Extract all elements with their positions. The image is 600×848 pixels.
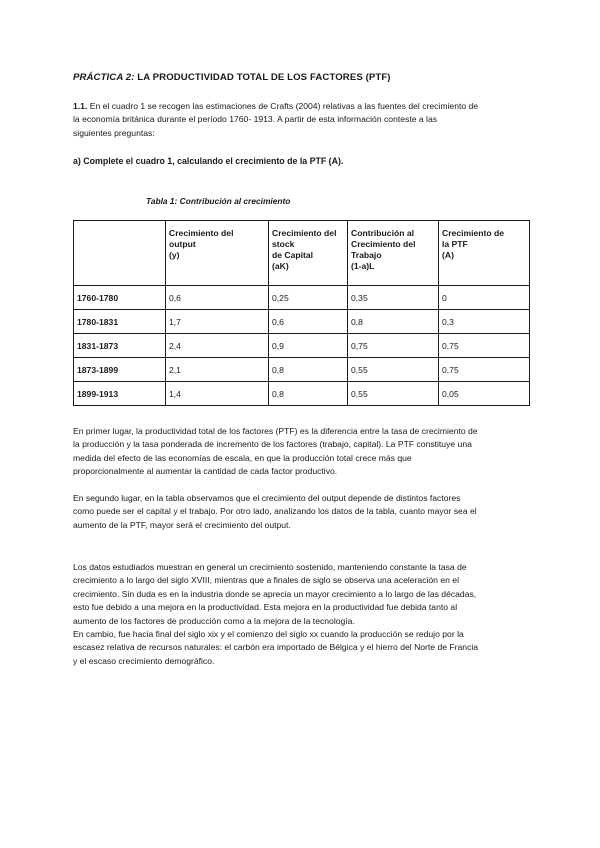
header-line: Crecimiento del	[272, 228, 337, 238]
header-line: Crecimiento del	[169, 228, 234, 238]
table-header-row	[74, 221, 530, 286]
table-cell: 0,75	[348, 334, 439, 358]
growth-contribution-table	[73, 220, 530, 406]
header-line: (A)	[442, 250, 454, 260]
table-cell: 0,35	[348, 286, 439, 310]
table-header-cell	[166, 221, 269, 286]
title-practice-label: PRÁCTICA 2:	[73, 72, 135, 83]
question-1-line: 1.1. En el cuadro 1 se recogen las estimaciones de Crafts (2004) relativas a las fuentes del crecimiento de	[73, 101, 479, 111]
header-line: (1-a)L	[351, 261, 375, 271]
table-header-cell	[74, 221, 166, 286]
table-cell: 0,8	[269, 358, 348, 382]
header-line: (y)	[169, 250, 180, 260]
table-cell: 0,05	[439, 382, 530, 406]
table-row	[74, 286, 530, 310]
table-cell: 2,4	[166, 334, 269, 358]
answer-paragraph-4: En cambio, fue hacia final del siglo xix y el comienzo del siglo xx cuando la producción se redujo por la escasez relativa de recursos naturales: el carbón era importado de Bélgica y el hierro del Norte de Francia y el escaso crecimiento demográfico.	[73, 629, 479, 666]
table-cell: 0,8	[348, 310, 439, 334]
period-cell: 1873-1899	[74, 358, 166, 382]
period-cell: 1780-1831	[74, 310, 166, 334]
period-cell: 1899-1913	[74, 382, 166, 406]
header-line: (aK)	[272, 261, 289, 271]
table-cell: 0,55	[348, 358, 439, 382]
header-line: stock	[272, 239, 295, 249]
question-1-line: siguientes preguntas:	[73, 127, 155, 138]
table-cell: 0,55	[348, 382, 439, 406]
table-header-cell	[348, 221, 439, 286]
header-line: Crecimiento de	[442, 228, 505, 238]
table-row	[74, 382, 530, 406]
question-1-number: 1.1.	[73, 101, 88, 111]
table-cell: 0,6	[269, 310, 348, 334]
table-cell: 0,75	[439, 334, 530, 358]
table-row	[74, 310, 530, 334]
answer-paragraph-2: En segundo lugar, en la tabla observamos que el crecimiento del output depende de distintos factores como puede ser el capital y el trabajo. Por otro lado, analizando los datos de la tabla, cuanto mayor sea el aumento de la PTF, mayor será el crecimiento del output.	[73, 493, 477, 530]
header-line: Trabajo	[351, 250, 382, 260]
table-cell: 0,75	[439, 358, 530, 382]
table-cell: 0,8	[269, 382, 348, 406]
table-cell: 0,6	[166, 286, 269, 310]
table-cell: 0,3	[439, 310, 530, 334]
header-line: output	[169, 239, 196, 249]
period-cell: 1760-1780	[74, 286, 166, 310]
table-header-cell	[269, 221, 348, 286]
header-line: Crecimiento del	[351, 239, 416, 249]
page-title	[73, 72, 391, 83]
table-cell: 1,7	[166, 310, 269, 334]
table-cell: 1,4	[166, 382, 269, 406]
question-a-text: a) Complete el cuadro 1, calculando el crecimiento de la PTF (A).	[73, 156, 344, 166]
table-row	[74, 334, 530, 358]
question-1-text	[73, 100, 535, 140]
table-header-cell	[439, 221, 530, 286]
title-text: LA PRODUCTIVIDAD TOTAL DE LOS FACTORES (PTF)	[134, 72, 391, 83]
table-caption: Tabla 1: Contribución al crecimiento	[146, 196, 291, 206]
header-line: la PTF	[442, 239, 468, 249]
answer-paragraph-1: En primer lugar, la productividad total de los factores (PTF) es la diferencia entre la tasa de crecimiento de la producción y la tasa ponderada de incremento de los factores (trabajo, capital). La PTF constituye una medida del efecto de las economías de escala, en que la producción total crece más que proporcionalmente al aumentar la cantidad de cada factor productivo.	[73, 426, 478, 477]
question-1-line: la economía británica durante el período 1760- 1913. A partir de esta información conteste a las	[73, 114, 438, 125]
table-cell: 0	[439, 286, 530, 310]
period-cell: 1831-1873	[74, 334, 166, 358]
table-row	[74, 358, 530, 382]
table-cell: 2,1	[166, 358, 269, 382]
header-line: de Capital	[272, 250, 314, 260]
table-cell: 0,25	[269, 286, 348, 310]
table-cell: 0,9	[269, 334, 348, 358]
header-line: Contribución al	[351, 228, 415, 238]
answer-paragraph-3: Los datos estudiados muestran en general un crecimiento sostenido, manteniendo constante la tasa de crecimiento a lo largo del siglo XVIII, mientras que a finales de siglo se observa una aceleración en el crecimiento. Sin duda es en la industria donde se aprecia un mayor crecimiento a lo largo de las décadas, esto fue debido a una mejora en la productividad. Esta mejora en la productividad fue debida tanto al aumento de los factores de producción como a la mejora de la tecnología.	[73, 562, 477, 626]
